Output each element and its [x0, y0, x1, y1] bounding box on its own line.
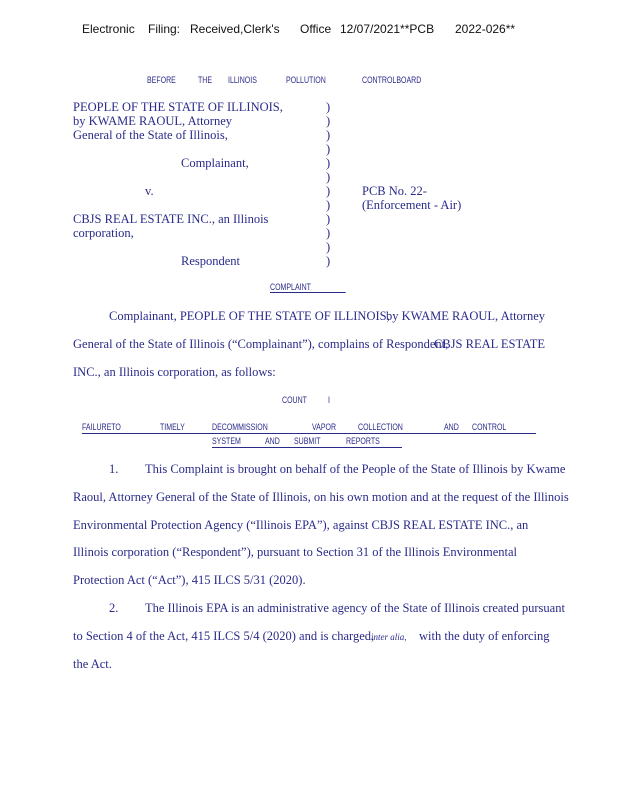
case-number: PCB No. 22- — [362, 184, 427, 198]
paragraph-1-line-2: Raoul, Attorney General of the State of Illinois, on his own motion and at the request of the Illinois — [73, 490, 569, 504]
count-heading-word: DECOMMISSION — [212, 422, 268, 432]
caption-paren: ) — [326, 114, 331, 128]
count-heading-word: AND — [444, 422, 459, 432]
respondent-line2: corporation, — [73, 226, 134, 240]
caption-paren: ) — [326, 128, 331, 142]
paragraph-1-line-3: Environmental Protection Agency (“Illinois EPA”), against CBJS REAL ESTATE INC., an — [73, 518, 529, 532]
header-docket: 2022-026** — [455, 22, 516, 36]
caption-paren: ) — [326, 254, 331, 268]
complainant-label: Complainant, — [181, 156, 249, 170]
board-title-controlboard: CONTROLBOARD — [362, 75, 422, 85]
complainant-line1: PEOPLE OF THE STATE OF ILLINOIS, — [73, 100, 283, 114]
board-title-illinois: ILLINOIS — [228, 75, 257, 85]
inter-alia: inter alia, — [371, 632, 407, 642]
caption-paren: ) — [326, 184, 331, 198]
count-heading-word: VAPOR — [312, 422, 337, 432]
intro-line1a: Complainant, PEOPLE OF THE STATE OF ILLINOIS, — [109, 309, 390, 323]
respondent-line1: CBJS REAL ESTATE INC., an Illinois — [73, 212, 269, 226]
count-heading-underline — [82, 433, 536, 434]
header-date: 12/07/2021**PCB — [340, 22, 435, 36]
count-label: COUNT — [282, 395, 307, 405]
header-received: Received,Clerk's — [190, 22, 280, 36]
intro-line3: INC., an Illinois corporation, as follows: — [73, 365, 276, 379]
caption-paren: ) — [326, 198, 331, 212]
paragraph-number: 1. — [109, 462, 119, 476]
paragraph-1-line-1: This Complaint is brought on behalf of the People of the State of Illinois by Kwame — [145, 462, 566, 476]
paragraph-2-line-1: The Illinois EPA is an administrative agency of the State of Illinois created pursuant — [145, 601, 565, 615]
intro-line1b: by KWAME RAOUL, Attorney — [386, 309, 546, 323]
board-title-before: BEFORE — [147, 75, 176, 85]
complaint-title: COMPLAINT — [270, 282, 345, 293]
caption-paren: ) — [326, 226, 331, 240]
complainant-line2: by KWAME RAOUL, Attorney — [73, 114, 233, 128]
caption-paren: ) — [326, 170, 331, 184]
intro-line2b: CBJS REAL ESTATE — [434, 337, 546, 351]
count-heading-word: COLLECTION — [358, 422, 403, 432]
paragraph-1-line-4: Illinois corporation (“Respondent”), pursuant to Section 31 of the Illinois Environmental — [73, 545, 518, 559]
count-heading-word: SYSTEM — [212, 436, 241, 446]
paragraph-2-line-3: the Act. — [73, 657, 112, 671]
caption-paren: ) — [326, 156, 331, 170]
caption-paren: ) — [326, 142, 331, 156]
respondent-label: Respondent — [181, 254, 241, 268]
intro-line2a: General of the State of Illinois (“Complainant”), complains of Respondent, — [73, 337, 449, 351]
count-heading-word: FAILURETO — [82, 422, 121, 432]
paragraph-2-line-2a: to Section 4 of the Act, 415 ILCS 5/4 (2020) and is charged, — [73, 629, 375, 643]
caption-paren: ) — [326, 240, 331, 254]
count-heading-word: SUBMIT — [294, 436, 321, 446]
paragraph-1-line-5: Protection Act (“Act”), 415 ILCS 5/31 (2020). — [73, 573, 306, 587]
paragraph-2-line-2c: with the duty of enforcing — [419, 629, 550, 643]
count-number: I — [328, 395, 330, 405]
count-heading-word: CONTROL — [472, 422, 507, 432]
header-electronic: Electronic — [82, 22, 135, 36]
header-office: Office — [300, 22, 332, 36]
count-heading-word: AND — [265, 436, 280, 446]
versus: v. — [145, 184, 154, 198]
header-filing: Filing: — [148, 22, 181, 36]
board-title-the: THE — [198, 75, 213, 85]
case-type: (Enforcement - Air) — [362, 198, 462, 212]
count-heading-word: REPORTS — [346, 436, 380, 446]
paragraph-number: 2. — [109, 601, 119, 615]
count-heading-word: TIMELY — [160, 422, 185, 432]
board-title-pollution: POLLUTION — [286, 75, 326, 85]
caption-paren: ) — [326, 212, 331, 226]
count-heading-underline — [212, 447, 402, 448]
caption-paren: ) — [326, 100, 331, 114]
complainant-line3: General of the State of Illinois, — [73, 128, 228, 142]
